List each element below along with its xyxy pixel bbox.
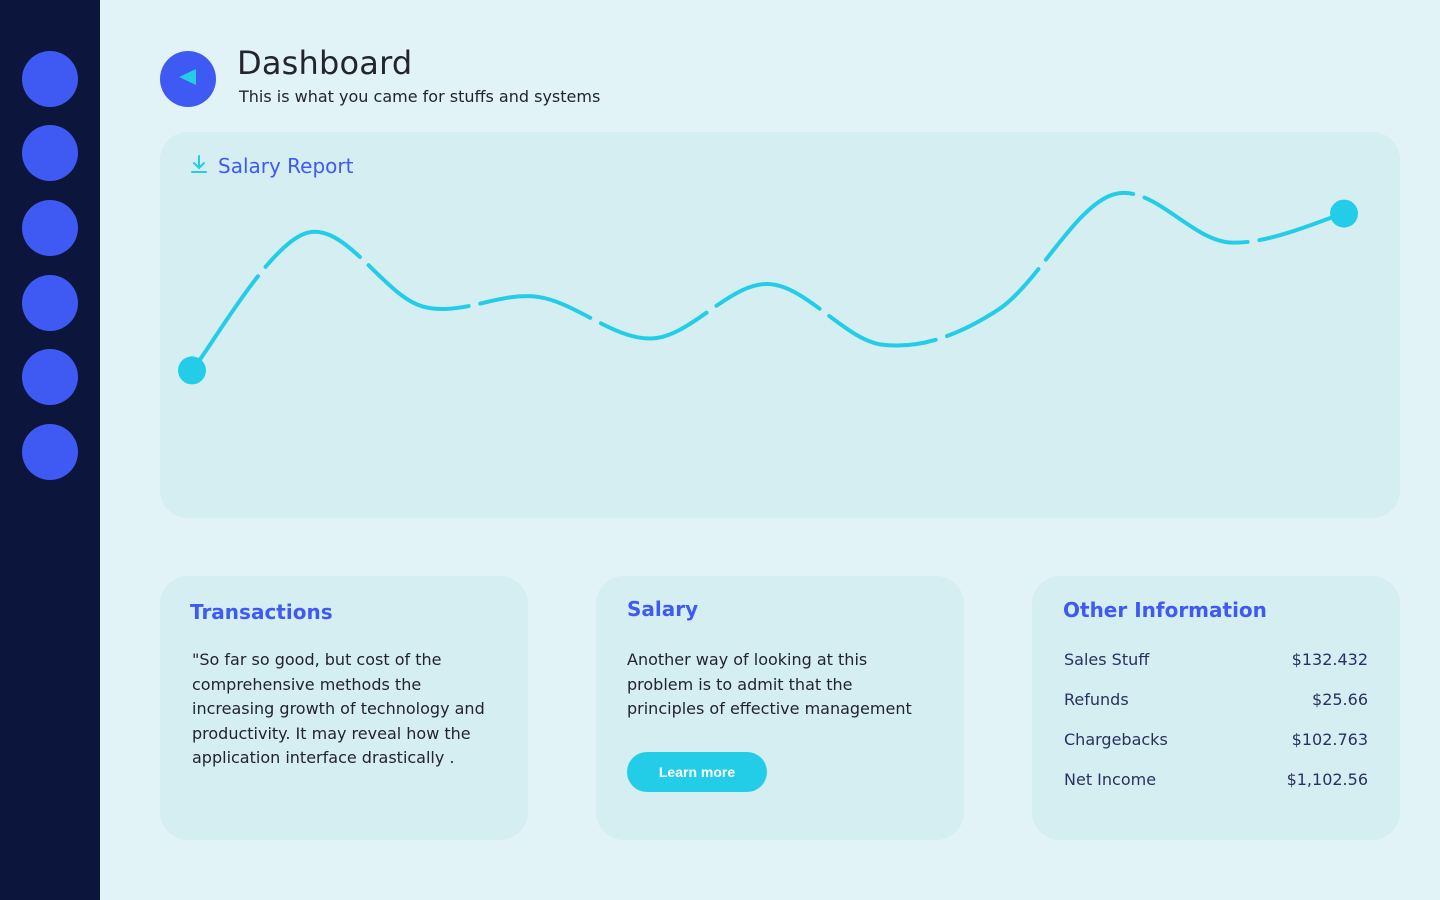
salary-report-title: Salary Report <box>218 154 354 178</box>
back-button[interactable] <box>160 51 216 107</box>
learn-more-button[interactable]: Learn more <box>627 752 767 792</box>
salary-chart <box>160 132 1400 518</box>
info-row-chargebacks <box>1064 730 1368 749</box>
info-value: $132.432 <box>1291 650 1368 669</box>
salary-report-panel <box>160 132 1400 518</box>
chart-end-point <box>1330 200 1358 228</box>
info-label: Net Income <box>1064 770 1157 789</box>
sidebar-item-6[interactable] <box>22 424 78 480</box>
transactions-text: "So far so good, but cost of the comprehensive methods the increasing growth of technology and productivity. It may reveal how the application interface drastically . <box>192 650 485 767</box>
info-row-sales-stuff <box>1064 650 1368 669</box>
info-value: $25.66 <box>1312 690 1368 709</box>
page-subtitle: This is what you came for stuffs and systems <box>239 87 601 106</box>
sidebar <box>0 0 100 900</box>
back-arrow-icon <box>179 69 197 89</box>
info-value: $102.763 <box>1291 730 1368 749</box>
sidebar-item-3[interactable] <box>22 200 78 256</box>
salary-line <box>192 193 1344 370</box>
other-information-title: Other Information <box>1063 598 1267 622</box>
transactions-title: Transactions <box>190 600 333 624</box>
page-title: Dashboard <box>237 44 413 82</box>
transactions-card <box>160 576 528 840</box>
info-label: Sales Stuff <box>1064 650 1150 669</box>
info-row-net-income <box>1064 770 1368 789</box>
salary-title: Salary <box>627 597 699 621</box>
salary-card <box>596 576 964 840</box>
sidebar-item-2[interactable] <box>22 125 78 181</box>
sidebar-item-4[interactable] <box>22 275 78 331</box>
sidebar-item-5[interactable] <box>22 349 78 405</box>
chart-start-point <box>178 356 206 384</box>
sidebar-item-1[interactable] <box>22 51 78 107</box>
info-value: $1,102.56 <box>1286 770 1368 789</box>
other-information-card <box>1032 576 1400 840</box>
info-label: Chargebacks <box>1064 730 1168 749</box>
info-row-refunds <box>1064 690 1368 709</box>
salary-text: Another way of looking at this problem is to admit that the principles of effective management <box>627 650 912 718</box>
info-label: Refunds <box>1064 690 1129 709</box>
